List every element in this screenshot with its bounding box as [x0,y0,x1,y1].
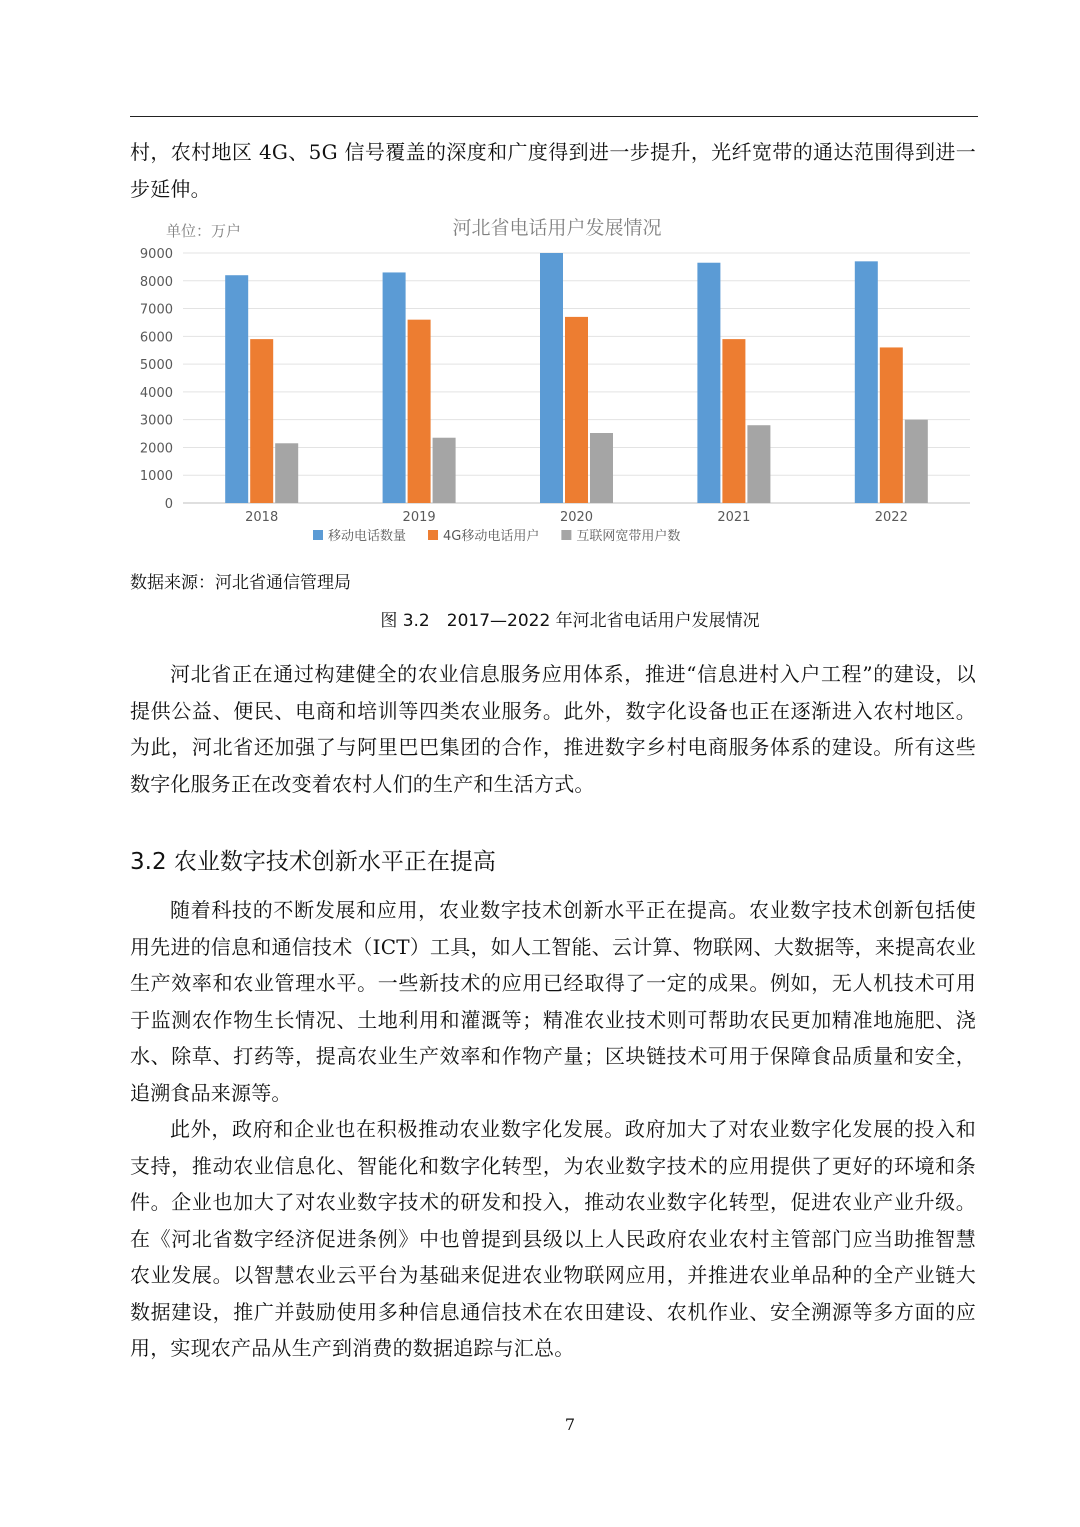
bar-2021-series-1 [697,263,720,503]
figure-caption: 图 3.2 2017—2022 年河北省电话用户发展情况 [380,611,760,631]
bar-2020-series-3 [590,433,613,503]
legend-swatch [561,530,571,540]
bar-2018-series-1 [225,275,248,503]
bar-2021-series-2 [722,339,745,503]
y-tick-label: 5000 [139,358,173,374]
legend-swatch [313,530,323,540]
x-tick-label: 2018 [245,510,279,525]
bar-2022-series-3 [905,420,928,503]
paragraph-3: 此外，政府和企业也在积极推动农业数字化发展。政府加大了对农业数字化发展的投入和支持，推动农业信息化、智能化和数字化转型，为农业数字技术的应用提供了更好的环境和条件。企业也加大了对农业数字技术的研发和投入，推动农业数字化转型，促进农业产业升级。在《河北省数字经济促进条例》中也曾提到县级以上人民政府农业农村主管部门应当助推智慧农业发展。以智慧农业云平台为基础来促进农业物联网应用，并推进农业单品种的全产业链大数据建设，推广并鼓励使用多种信息通信技术在农田建设、农机作业、安全溯源等多方面的应用，实现农产品从生产到消费的数据追踪与汇总。 [130,1117,976,1360]
y-tick-label: 7000 [139,302,173,318]
page-number: 7 [564,1415,576,1434]
bar-2020-series-2 [565,317,588,503]
y-tick-label: 1000 [139,469,173,485]
bar-2019-series-1 [383,272,406,503]
x-tick-label: 2021 [717,510,751,525]
y-tick-label: 2000 [139,441,173,457]
data-source-note: 数据来源：河北省通信管理局 [130,573,351,593]
legend-label: 互联网宽带用户数 [576,529,681,544]
y-tick-label: 8000 [139,274,173,290]
legend-label: 4G移动电话用户 [443,529,540,544]
chart-unit-label: 单位：万户 [166,222,242,240]
y-tick-label: 3000 [139,413,173,429]
x-tick-label: 2019 [402,510,436,525]
bar-chart [128,204,978,556]
bar-2018-series-2 [250,339,273,503]
bar-2020-series-1 [540,253,563,503]
y-tick-label: 6000 [139,330,173,346]
bar-2022-series-1 [855,261,878,503]
paragraph-1: 河北省正在通过构建健全的农业信息服务应用体系，推进“信息进村入户工程”的建设，以提供公益、便民、电商和培训等四类农业服务。此外，数字化设备也正在逐渐进入农村地区。为此，河北省还加强了与阿里巴巴集团的合作，推进数字乡村电商服务体系的建设。所有这些数字化服务正在改变着农村人们的生产和生活方式。 [130,662,976,796]
chart-title: 河北省电话用户发展情况 [452,217,662,239]
legend-label: 移动电话数量 [328,529,407,544]
bar-2019-series-2 [408,320,431,503]
bar-2022-series-2 [880,347,903,503]
y-tick-label: 0 [164,497,173,512]
legend-swatch [428,530,438,540]
bar-2019-series-3 [433,438,456,503]
x-tick-label: 2020 [559,510,594,525]
y-tick-label: 9000 [139,247,173,262]
section-heading: 3.2 农业数字技术创新水平正在提高 [130,849,496,875]
paragraph-continuation: 村，农村地区 4G、5G 信号覆盖的深度和广度得到进一步提升，光纤宽带的通达范围得到进一步延伸。 [130,140,976,201]
bar-2018-series-3 [275,443,298,503]
y-tick-label: 4000 [139,385,173,401]
bar-2021-series-3 [747,425,770,503]
header-rule [130,116,978,117]
x-tick-label: 2022 [874,510,908,525]
paragraph-2: 随着科技的不断发展和应用，农业数字技术创新水平正在提高。农业数字技术创新包括使用先进的信息和通信技术（ICT）工具，如人工智能、云计算、物联网、大数据等，来提高农业生产效率和农业管理水平。一些新技术的应用已经取得了一定的成果。例如，无人机技术可用于监测农作物生长情况、土地利用和灌溉等；精准农业技术则可帮助农民更加精准地施肥、浇水、除草、打药等，提高农业生产效率和作物产量；区块链技术可用于保障食品质量和安全，追溯食品来源等。 [130,898,976,1105]
